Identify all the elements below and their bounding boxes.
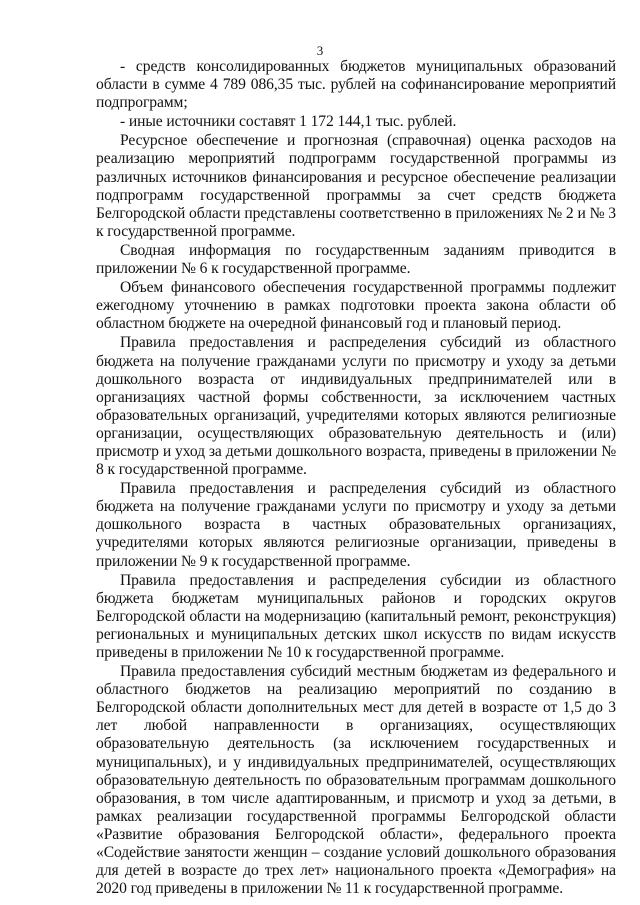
paragraph-subsidy-rules-art-schools: Правила предоставления и распределения субсидии из областного бюджета бюджетам муниципальных районов и городских округов Белгородской области на модернизацию (капитальный ремонт, реконструкция) региональных и муниципальных детских школ искусств по видам искусств приведены в приложении № 10 к государственной программе.: [96, 571, 616, 661]
paragraph-resource-provision: Ресурсное обеспечение и прогнозная (справочная) оценка расходов на реализацию мероприятий подпрограмм государственной программы из различных источников финансирования и ресурсное обеспечение реализации подпрограмм государственной программы за счет средств бюджета Белгородской области представлены соответственно в приложениях № 2 и № 3 к государственной программе.: [96, 132, 616, 240]
paragraph-municipal-budgets: - средств консолидированных бюджетов муниципальных образований области в сумме 4 789 086,35 тыс. рублей на софинансирование мероприятий подпрограмм;: [96, 58, 616, 112]
paragraph-other-sources: - иные источники составят 1 172 144,1 тыс. рублей.: [120, 113, 457, 131]
document-body: [96, 58, 616, 899]
paragraph-financing-volume: Объем финансового обеспечения государственной программы подлежит ежегодному уточнению в рамках подготовки проекта закона области об областном бюджете на очередной финансовый год и плановый период.: [96, 279, 616, 333]
paragraph-state-assignments: Сводная информация по государственным заданиям приводится в приложении № 6 к государственной программе.: [96, 241, 616, 278]
paragraph-subsidy-rules-private: Правила предоставления и распределения субсидий из областного бюджета на получение гражданами услуги по присмотру и уходу за детьми дошкольного возраста от индивидуальных предпринимателей или в организациях частной формы собственности, за исключением частных образовательных организаций, учредителями которых являются религиозные организации, осуществляющих образовательную деятельность и (или) присмотр и уход за детьми дошкольного возраста, приведены в приложении № 8 к государственной программе.: [96, 334, 616, 479]
page-number: 3: [316, 43, 324, 58]
paragraph-subsidy-rules-religious: Правила предоставления и распределения субсидий из областного бюджета на получение гражданами услуги по присмотру и уходу за детьми дошкольного возраста в частных образовательных организациях, учредителями которых являются религиозные организации, приведены в приложении № 9 к государственной программе.: [96, 480, 616, 570]
paragraph-subsidy-rules-preschool-places: Правила предоставления субсидий местным бюджетам из федерального и областного бюджетов на реализацию мероприятий по созданию в Белгородской области дополнительных мест для детей в возрасте от 1,5 до 3 лет любой направленности в организациях, осуществляющих образовательную деятельность (за исключением государственных и муниципальных), и у индивидуальных предпринимателей, осуществляющих образовательную деятельность по образовательным программам дошкольного образования, в том числе адаптированным, и присмотр и уход за детьми, в рамках реализации государственной программы Белгородской области «Развитие образования Белгородской области», федерального проекта «Содействие занятости женщин – создание условий дошкольного образования для детей в возрасте до трех лет» национального проекта «Демография» на 2020 год приведены в приложении № 11 к государственной программе.: [96, 663, 616, 898]
